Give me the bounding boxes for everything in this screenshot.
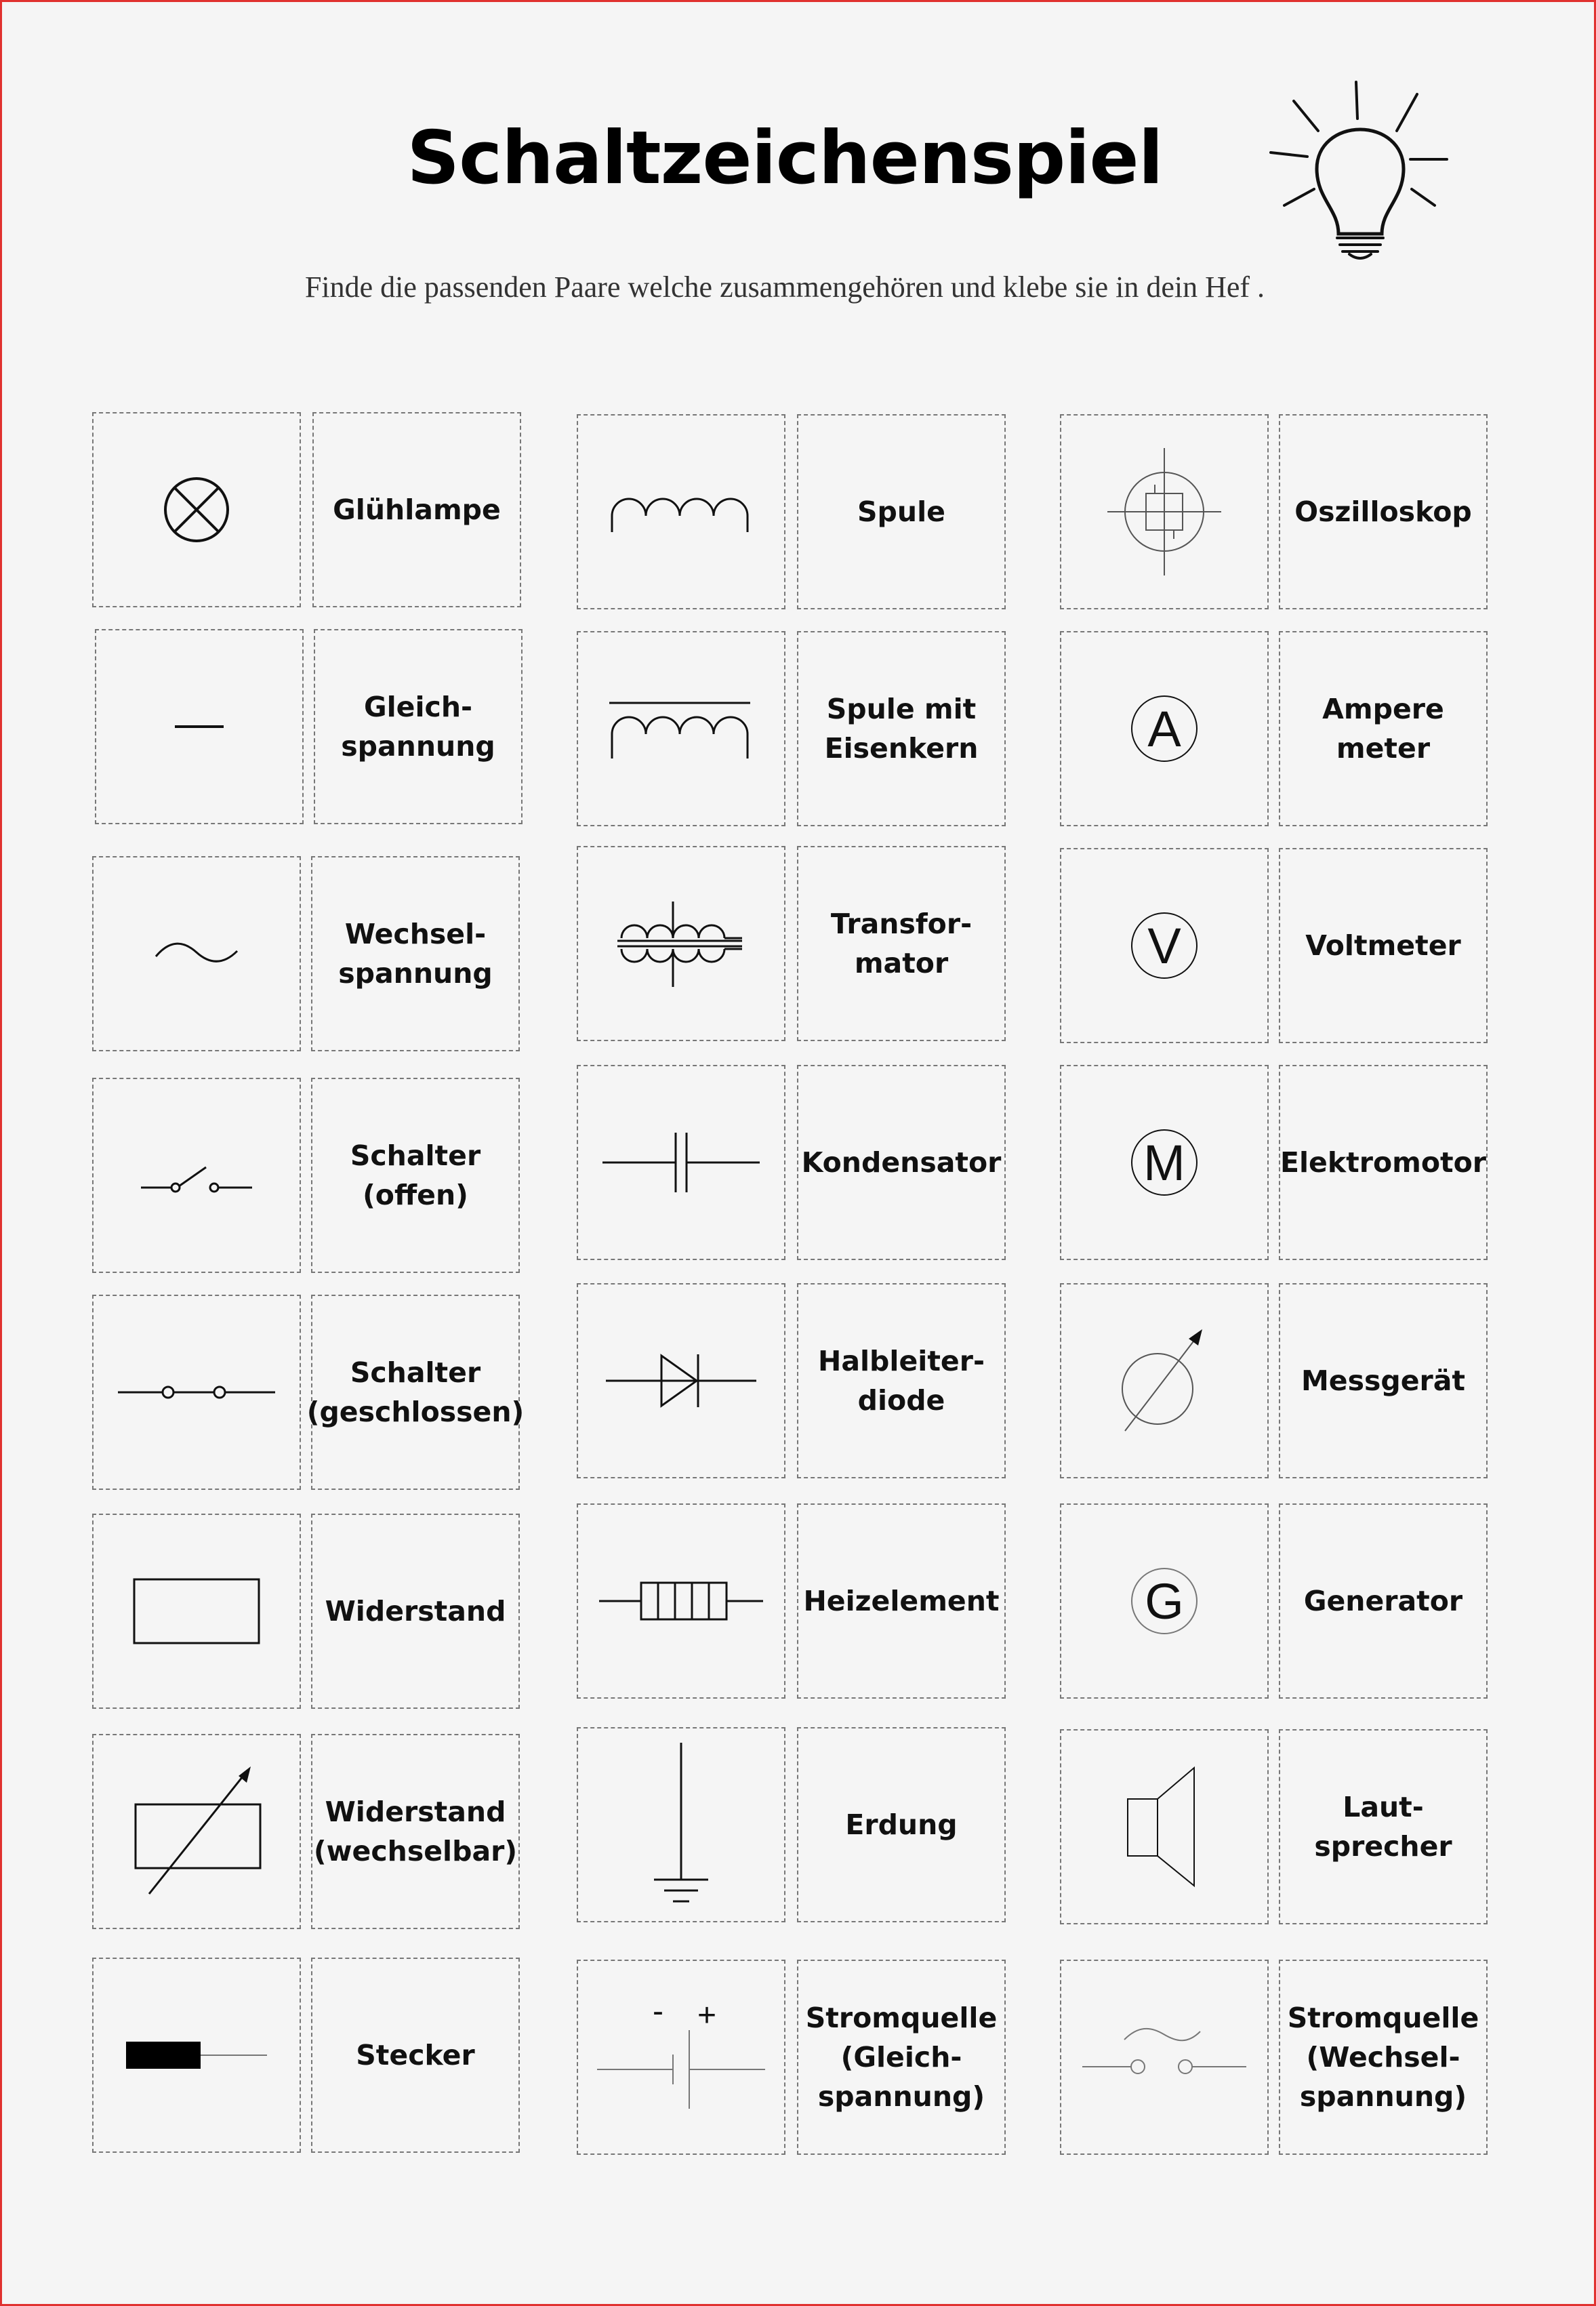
- symbol-card-ac-source[interactable]: [1060, 1960, 1269, 2155]
- label-card-stecker[interactable]: [311, 1958, 520, 2153]
- card-label: Widerstand (wechselbar): [313, 1796, 518, 1867]
- symbol-card-plug[interactable]: [92, 1958, 301, 2153]
- label-card-gleichspannung[interactable]: [314, 629, 523, 824]
- label-card-voltmeter[interactable]: [1279, 848, 1488, 1043]
- symbol-card-voltmeter[interactable]: [1060, 848, 1269, 1043]
- symbol-card-dc-voltage[interactable]: [95, 629, 304, 824]
- card-label: Oszilloskop: [1294, 495, 1472, 528]
- label-card-schalter-offen[interactable]: [311, 1078, 520, 1273]
- label-card-elektromotor[interactable]: [1279, 1065, 1488, 1260]
- label-card-spule-mit-eisenkern[interactable]: [797, 631, 1006, 826]
- label-card-generator[interactable]: [1279, 1503, 1488, 1699]
- symbol-card-diode[interactable]: [577, 1283, 785, 1478]
- card-label: Ampere meter: [1322, 693, 1444, 765]
- card-label: Schalter (geschlossen): [306, 1356, 525, 1428]
- card-label: Laut- sprecher: [1314, 1791, 1452, 1863]
- symbol-card-resistor[interactable]: [92, 1514, 301, 1709]
- dc-voltage-symbol-icon: [165, 713, 233, 740]
- symbol-card-transformer[interactable]: [577, 846, 785, 1041]
- label-card-stromquelle-gleich[interactable]: [797, 1960, 1006, 2155]
- lamp-symbol-icon: [156, 469, 237, 550]
- symbol-card-closed-switch[interactable]: [92, 1295, 301, 1490]
- coil-symbol-icon: [607, 485, 756, 539]
- motor-letter: M: [1143, 1135, 1185, 1191]
- label-card-kondensator[interactable]: [797, 1065, 1006, 1260]
- card-label: Transfor- mator: [830, 908, 973, 979]
- symbol-card-open-switch[interactable]: [92, 1078, 301, 1273]
- capacitor-symbol-icon: [600, 1129, 762, 1196]
- plus-sign: +: [697, 1998, 717, 2034]
- card-label: Voltmeter: [1305, 929, 1461, 962]
- label-card-erdung[interactable]: [797, 1727, 1006, 1922]
- ac-voltage-symbol-icon: [149, 933, 244, 974]
- card-label: Halbleiter- diode: [818, 1345, 985, 1417]
- minus-sign: -: [653, 1994, 663, 2029]
- symbol-card-oscilloscope[interactable]: [1060, 414, 1269, 609]
- card-label: Gleich- spannung: [341, 691, 495, 763]
- symbol-card-capacitor[interactable]: [577, 1065, 785, 1260]
- plug-symbol-icon: [122, 2035, 271, 2076]
- card-label: Messgerät: [1301, 1364, 1466, 1397]
- card-label: Stromquelle (Gleich- spannung): [805, 2002, 998, 2113]
- label-card-schalter-geschlossen[interactable]: [306, 1295, 525, 1490]
- label-card-oszilloskop[interactable]: [1279, 414, 1488, 609]
- variable-resistor-symbol-icon: [129, 1764, 264, 1899]
- symbol-card-heating-element[interactable]: [577, 1503, 785, 1699]
- ground-symbol-icon: [644, 1740, 718, 1909]
- voltmeter-letter: V: [1147, 918, 1181, 974]
- card-label: Widerstand: [325, 1595, 506, 1627]
- card-label: Spule: [857, 495, 945, 528]
- symbol-card-motor[interactable]: [1060, 1065, 1269, 1260]
- label-card-widerstand[interactable]: [311, 1514, 520, 1709]
- card-label: Generator: [1303, 1585, 1463, 1617]
- card-label: Elektromotor: [1280, 1146, 1486, 1179]
- label-card-wechselspannung[interactable]: [311, 856, 520, 1051]
- card-label: Stromquelle (Wechsel- spannung): [1287, 2002, 1479, 2113]
- symbol-card-ground[interactable]: [577, 1727, 785, 1922]
- symbol-card-meter[interactable]: [1060, 1283, 1269, 1478]
- card-label: Glühlampe: [333, 493, 501, 526]
- speaker-symbol-icon: [1124, 1762, 1205, 1891]
- ammeter-symbol-icon: [1127, 691, 1202, 766]
- label-card-lautsprecher[interactable]: [1279, 1729, 1488, 1924]
- heating-element-symbol-icon: [596, 1577, 766, 1625]
- label-card-heizelement[interactable]: [797, 1503, 1006, 1699]
- symbol-card-speaker[interactable]: [1060, 1729, 1269, 1924]
- generator-letter: G: [1145, 1573, 1184, 1630]
- symbol-card-lamp[interactable]: [92, 412, 301, 607]
- page-title: Schaltzeichenspiel: [407, 116, 1163, 201]
- generator-symbol-icon: [1127, 1564, 1202, 1638]
- open-switch-symbol-icon: [136, 1148, 258, 1202]
- label-card-gluehlampe[interactable]: [312, 412, 521, 607]
- card-label: Wechsel- spannung: [338, 918, 493, 990]
- label-card-halbleiterdiode[interactable]: [797, 1283, 1006, 1478]
- label-card-amperemeter[interactable]: [1279, 631, 1488, 826]
- label-card-widerstand-wechselbar[interactable]: [311, 1734, 520, 1929]
- label-card-messgeraet[interactable]: [1279, 1283, 1488, 1478]
- card-label: Stecker: [356, 2039, 475, 2071]
- symbol-card-variable-resistor[interactable]: [92, 1734, 301, 1929]
- instruction-text: Finde die passenden Paare welche zusammengehören und klebe sie in dein Hef .: [304, 270, 1265, 304]
- oscilloscope-symbol-icon: [1103, 444, 1225, 580]
- card-label: Erdung: [845, 1808, 958, 1841]
- symbol-card-ac-voltage[interactable]: [92, 856, 301, 1051]
- symbol-card-dc-source[interactable]: [577, 1960, 785, 2155]
- ammeter-letter: A: [1147, 701, 1181, 757]
- motor-symbol-icon: [1127, 1125, 1202, 1200]
- symbol-card-ammeter[interactable]: [1060, 631, 1269, 826]
- symbol-card-iron-core-coil[interactable]: [577, 631, 785, 826]
- voltmeter-symbol-icon: [1127, 908, 1202, 983]
- closed-switch-symbol-icon: [115, 1372, 278, 1413]
- card-label: Kondensator: [801, 1146, 1002, 1179]
- meter-symbol-icon: [1117, 1327, 1212, 1435]
- label-card-spule[interactable]: [797, 414, 1006, 609]
- label-card-transformator[interactable]: [797, 846, 1006, 1041]
- iron-core-coil-symbol-icon: [607, 695, 756, 763]
- lightbulb-icon: [1263, 77, 1466, 266]
- symbol-card-coil[interactable]: [577, 414, 785, 609]
- card-label: Spule mit Eisenkern: [824, 693, 979, 765]
- label-card-stromquelle-wechsel[interactable]: [1279, 1960, 1488, 2155]
- dc-source-symbol-icon: [593, 1989, 769, 2125]
- ac-source-symbol-icon: [1080, 2023, 1249, 2091]
- card-label: Schalter (offen): [350, 1139, 481, 1211]
- transformer-symbol-icon: [613, 896, 749, 991]
- resistor-symbol-icon: [129, 1574, 264, 1648]
- card-label: Heizelement: [803, 1585, 1000, 1617]
- symbol-card-generator[interactable]: [1060, 1503, 1269, 1699]
- diode-symbol-icon: [603, 1350, 759, 1411]
